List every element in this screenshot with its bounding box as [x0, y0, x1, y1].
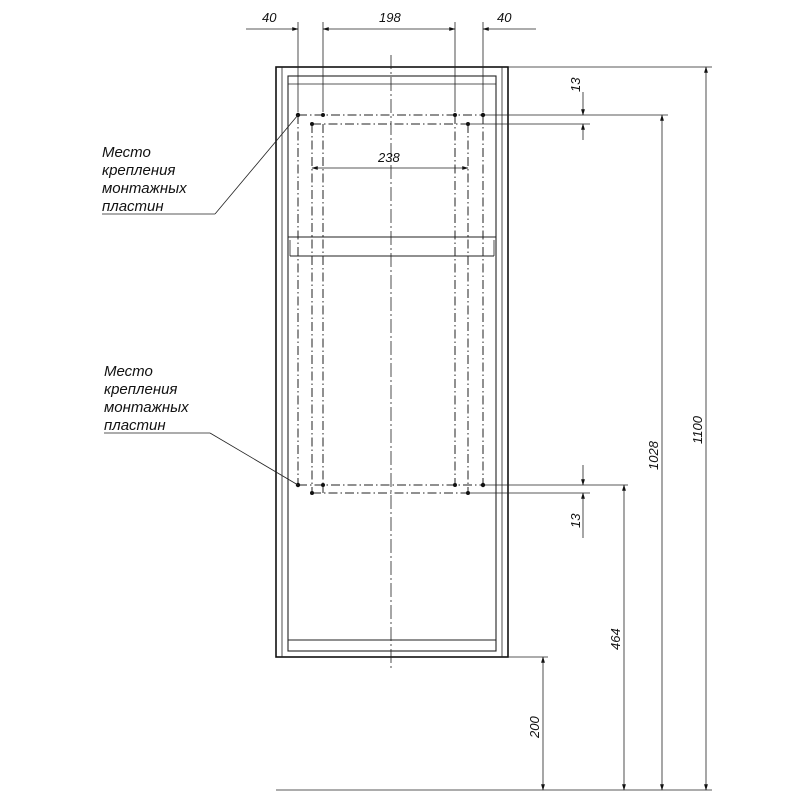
- callout-line: Место: [104, 363, 153, 380]
- dim-label-offset-top: 13: [568, 77, 583, 92]
- callout-line: монтажных: [102, 180, 187, 197]
- mounting-hole: [453, 113, 457, 117]
- leader-line: [210, 433, 298, 485]
- callout-line: пластин: [102, 198, 164, 215]
- mounting-hole: [321, 483, 325, 487]
- mounting-hole: [310, 491, 314, 495]
- dim-label-lower-plate-height: 464: [608, 628, 623, 650]
- callout-line: Место: [102, 144, 151, 161]
- mounting-hole: [310, 122, 314, 126]
- callout-upper: [102, 115, 298, 215]
- callout-line: крепления: [104, 381, 178, 398]
- callout-lower: [104, 363, 298, 485]
- dim-label-total-height: 1100: [690, 416, 705, 444]
- callout-line: крепления: [102, 162, 176, 179]
- dim-label-floor-height: 200: [527, 716, 542, 738]
- mounting-holes: [296, 113, 485, 495]
- dim-label-inner-width: 238: [378, 150, 400, 165]
- inner-width-dimension: [312, 150, 468, 168]
- dim-label-top-middle: 198: [379, 10, 401, 25]
- dim-label-plate-height: 1028: [646, 441, 661, 470]
- dim-label-top-right: 40: [497, 10, 512, 25]
- mounting-hole: [481, 113, 485, 117]
- mounting-hole: [453, 483, 457, 487]
- mounting-hole: [321, 113, 325, 117]
- dim-label-top-left: 40: [262, 10, 277, 25]
- mounting-hole: [466, 122, 470, 126]
- mounting-hole: [466, 491, 470, 495]
- mounting-plate-outlines: [298, 55, 484, 668]
- leader-line: [215, 115, 298, 214]
- dim-label-offset-bottom: 13: [568, 513, 583, 528]
- callout-line: пластин: [104, 417, 166, 434]
- right-dimensions: [276, 67, 712, 790]
- mounting-hole: [481, 483, 485, 487]
- callout-line: монтажных: [104, 399, 189, 416]
